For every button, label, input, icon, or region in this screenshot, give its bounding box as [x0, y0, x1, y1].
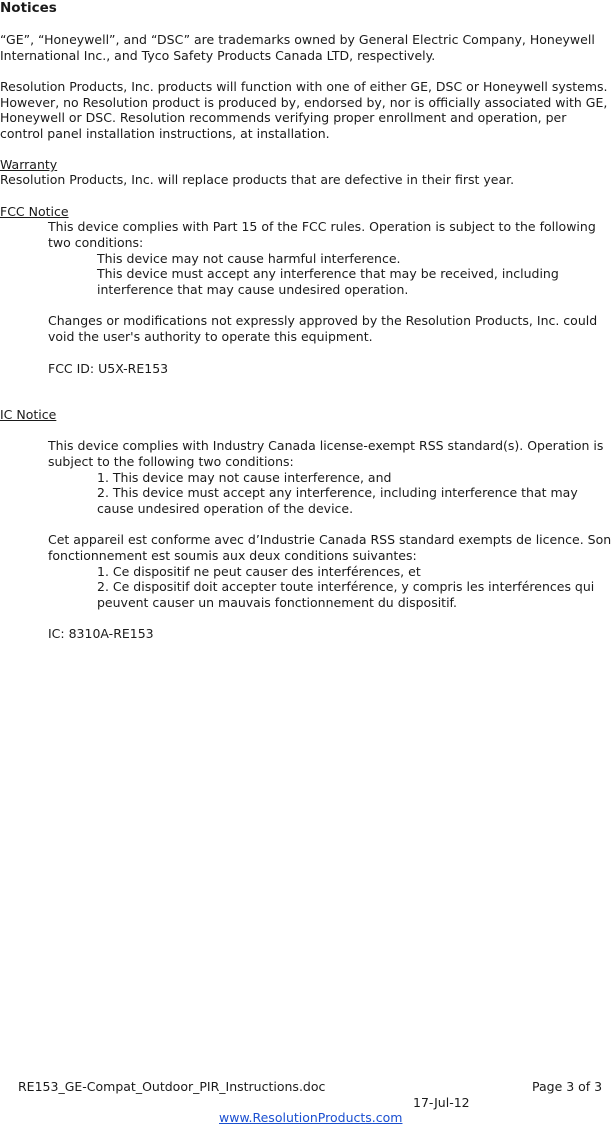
ic-intro-fr: Cet appareil est conforme avec d’Industrie Canada RSS standard exempts de licence. Son fonctionnement est soumis aux deux conditions suivantes:: [48, 532, 612, 563]
ic-heading: IC Notice: [0, 407, 57, 422]
fcc-condition-1: This device may not cause harmful interference.: [97, 251, 401, 266]
fcc-heading: FCC Notice: [0, 204, 69, 219]
website-link[interactable]: www.ResolutionProducts.com: [219, 1110, 403, 1125]
fcc-condition-2: This device must accept any interference that may be received, including interference that may cause undesired operation.: [97, 266, 559, 297]
fcc-id: FCC ID: U5X-RE153: [48, 361, 169, 376]
ic-condition-1-en: 1. This device may not cause interference, and: [97, 470, 392, 485]
fcc-intro: This device complies with Part 15 of the FCC rules. Operation is subject to the following two conditions:: [48, 219, 596, 250]
ic-condition-2-fr: 2. Ce dispositif doit accepter toute interférence, y compris les interférences qui peuvent causer un mauvais fonctionnement du dispositif.: [97, 579, 595, 610]
page-title: Notices: [0, 0, 57, 16]
ic-condition-2-en: 2. This device must accept any interference, including interference that may cause undesired operation of the device.: [97, 485, 578, 516]
footer-filename: RE153_GE-Compat_Outdoor_PIR_Instructions.doc: [18, 1079, 326, 1094]
footer-date: 17-Jul-12: [413, 1095, 470, 1110]
footer-page-number: Page 3 of 3: [532, 1079, 603, 1094]
compatibility-paragraph: Resolution Products, Inc. products will function with one of either GE, DSC or Honeywell systems. However, no Resolution product is produced by, endorsed by, nor is officially associated with GE, Honeywell or DSC. Resolution recommends verifying proper enrollment and operation, per control panel installation instructions, at installation.: [0, 79, 608, 142]
fcc-changes: Changes or modifications not expressly approved by the Resolution Products, Inc. could void the user's authority to operate this equipment.: [48, 313, 598, 344]
ic-condition-1-fr: 1. Ce dispositif ne peut causer des interférences, et: [97, 564, 421, 579]
warranty-text: Resolution Products, Inc. will replace products that are defective in their first year.: [0, 172, 515, 187]
ic-id: IC: 8310A-RE153: [48, 626, 154, 641]
ic-intro-en: This device complies with Industry Canada license-exempt RSS standard(s). Operation is subject to the following two conditions:: [48, 438, 604, 469]
trademarks-paragraph: “GE”, “Honeywell”, and “DSC” are trademarks owned by General Electric Company, Honeywell International Inc., and Tyco Safety Products Canada LTD, respectively.: [0, 32, 595, 63]
warranty-heading: Warranty: [0, 157, 58, 172]
